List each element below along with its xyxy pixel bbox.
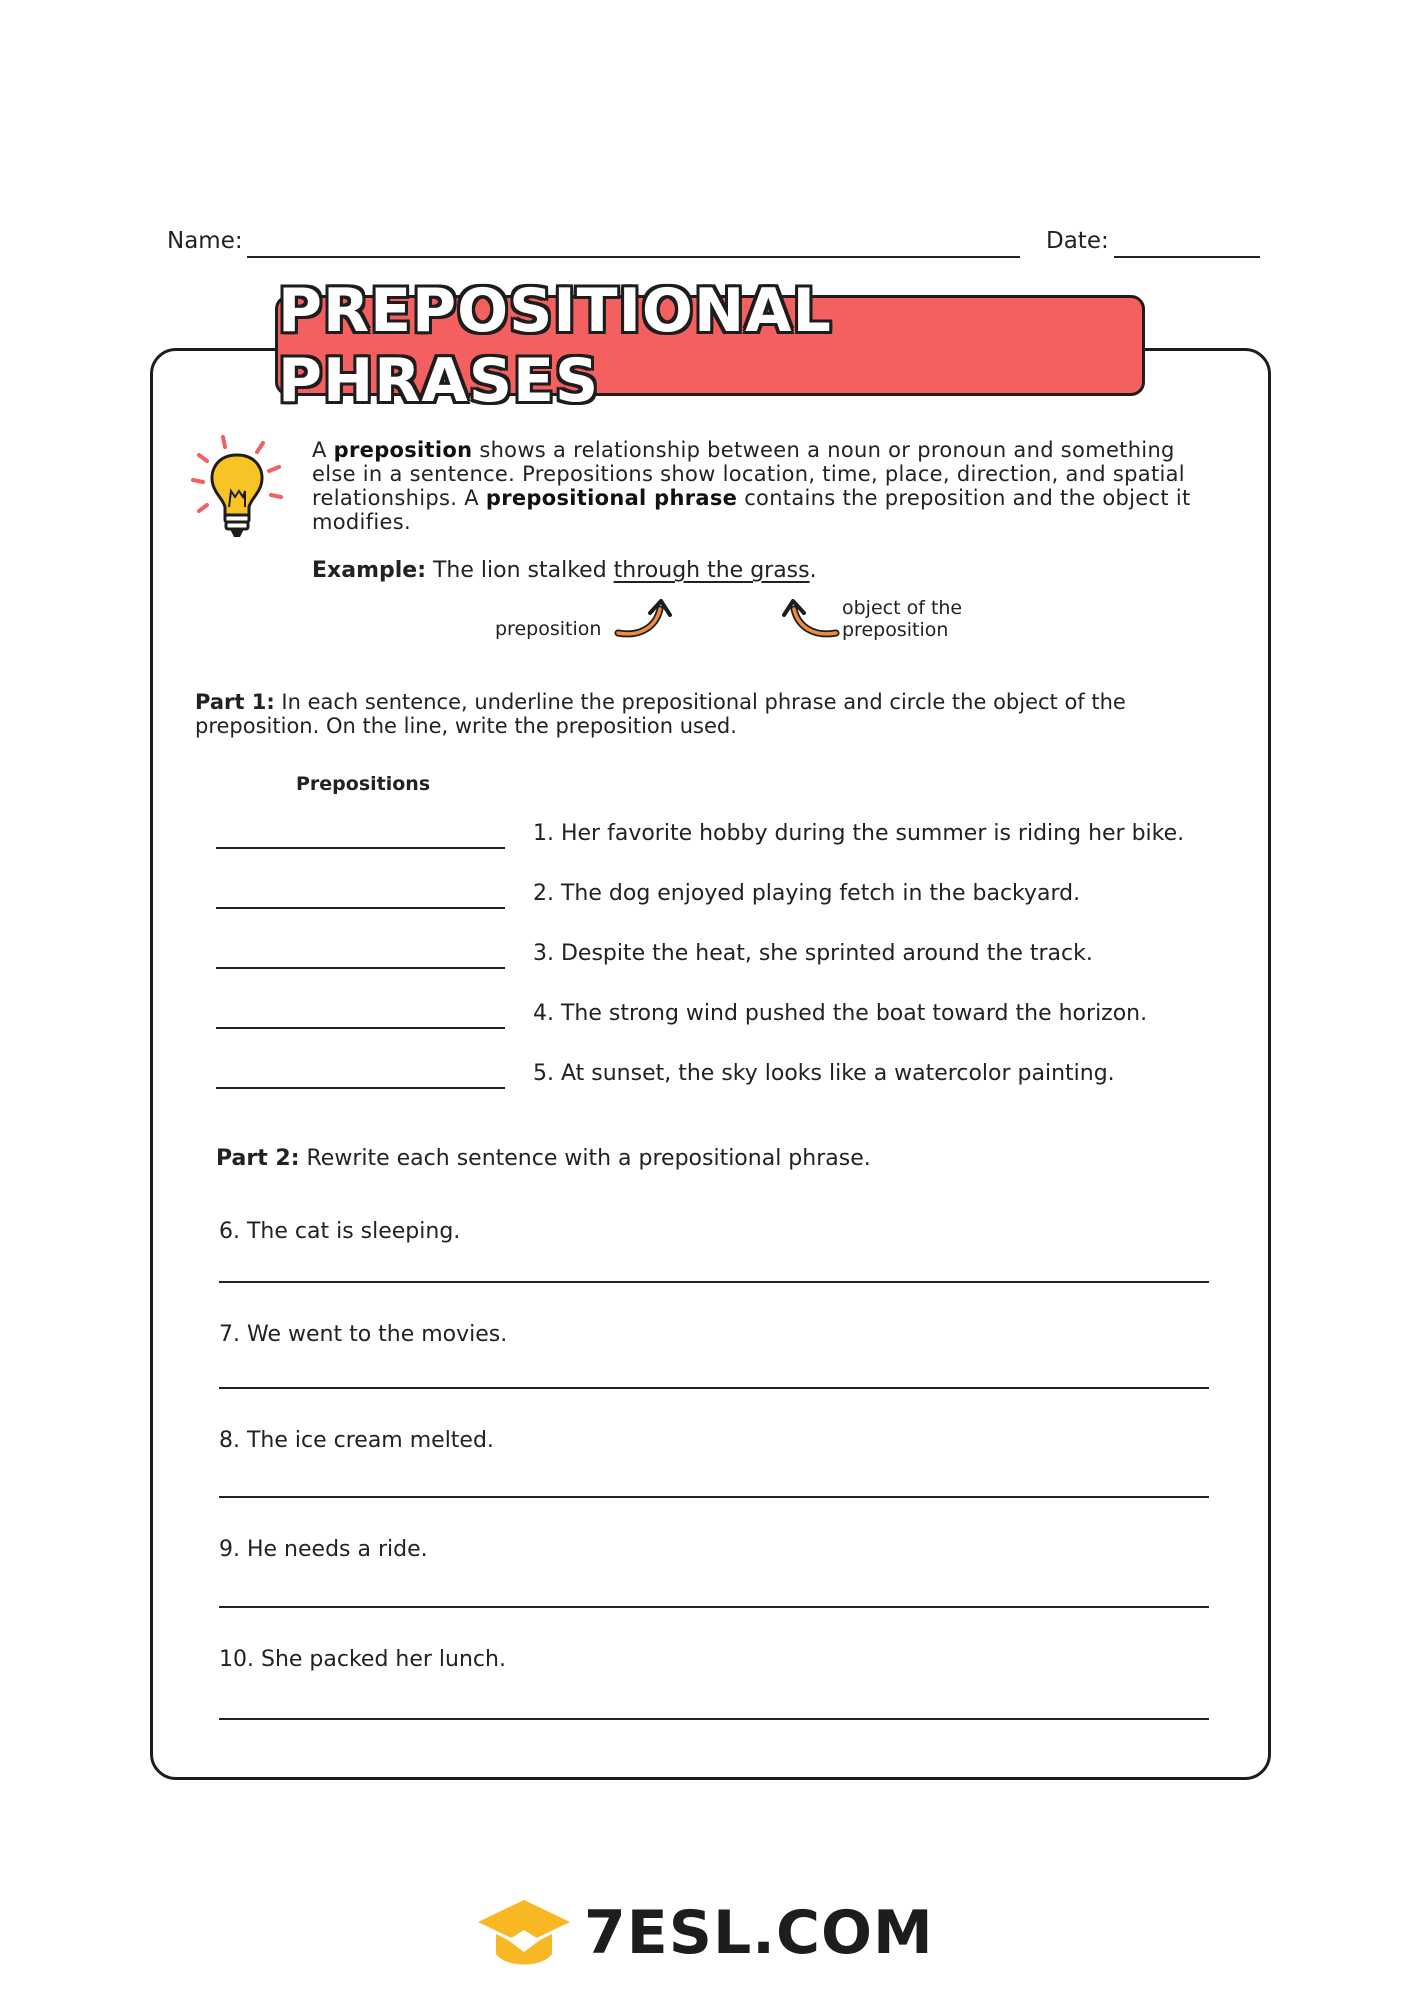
question-text: 4. The strong wind pushed the boat toward the horizon. <box>533 1001 1148 1026</box>
term-preposition: preposition <box>333 438 473 462</box>
answer-line[interactable] <box>216 967 505 969</box>
rewrite-prompt: 7. We went to the movies. <box>219 1322 508 1347</box>
example-underlined-phrase: through the grass <box>613 558 810 583</box>
answer-line[interactable] <box>216 1027 505 1029</box>
answer-line[interactable] <box>216 847 505 849</box>
rewrite-prompt: 8. The ice cream melted. <box>219 1428 494 1453</box>
question-text: 1. Her favorite hobby during the summer is riding her bike. <box>533 821 1185 846</box>
example-sentence: Example: The lion stalked through the grass. <box>312 558 817 583</box>
arrow-up-right-icon <box>614 597 676 641</box>
annotation-object: object of the preposition <box>842 597 963 641</box>
page-title: PREPOSITIONAL PHRASES <box>278 275 832 416</box>
question-row <box>216 941 1216 971</box>
graduation-cap-icon <box>474 1896 574 1976</box>
question-text: 2. The dog enjoyed playing fetch in the backyard. <box>533 881 1081 906</box>
part2-instruction: Part 2: Rewrite each sentence with a prepositional phrase. <box>216 1146 871 1171</box>
rewrite-answer-line[interactable] <box>219 1281 1209 1283</box>
question-row <box>216 1061 1216 1091</box>
answer-line[interactable] <box>216 1087 505 1089</box>
rewrite-answer-line[interactable] <box>219 1387 1209 1389</box>
rewrite-prompt: 9. He needs a ride. <box>219 1537 428 1562</box>
name-label: Name: <box>167 228 243 254</box>
date-field-line[interactable] <box>1114 256 1260 258</box>
question-text: 3. Despite the heat, she sprinted around the track. <box>533 941 1093 966</box>
question-row <box>216 1001 1216 1031</box>
rewrite-prompt: 10. She packed her lunch. <box>219 1647 506 1672</box>
rewrite-answer-line[interactable] <box>219 1496 1209 1498</box>
date-label: Date: <box>1046 228 1109 254</box>
name-field-line[interactable] <box>247 256 1020 258</box>
question-text: 5. At sunset, the sky looks like a watercolor painting. <box>533 1061 1115 1086</box>
rewrite-answer-line[interactable] <box>219 1718 1209 1720</box>
site-logo[interactable] <box>474 1896 954 1976</box>
title-banner <box>275 275 1145 416</box>
prepositions-column-header: Prepositions <box>296 773 431 795</box>
logo-text: 7ESL.COM <box>584 1898 934 1968</box>
annotation-preposition: preposition <box>495 618 602 640</box>
question-row <box>216 881 1216 911</box>
lightbulb-icon <box>185 433 285 548</box>
question-row <box>216 821 1216 851</box>
arrow-up-left-icon <box>778 597 840 641</box>
intro-paragraph: A preposition shows a relationship between a noun or pronoun and something else in a sentence. Prepositions show location, time, place, direction, and spatial relationships. A prepositional phrase contains the preposition and the object it modifies. <box>312 438 1191 534</box>
part1-instruction: Part 1: In each sentence, underline the prepositional phrase and circle the object of the preposition. On the line, write the preposition used. <box>195 690 1126 738</box>
term-prepositional-phrase: prepositional phrase <box>485 486 738 510</box>
answer-line[interactable] <box>216 907 505 909</box>
rewrite-answer-line[interactable] <box>219 1606 1209 1608</box>
rewrite-prompt: 6. The cat is sleeping. <box>219 1219 461 1244</box>
